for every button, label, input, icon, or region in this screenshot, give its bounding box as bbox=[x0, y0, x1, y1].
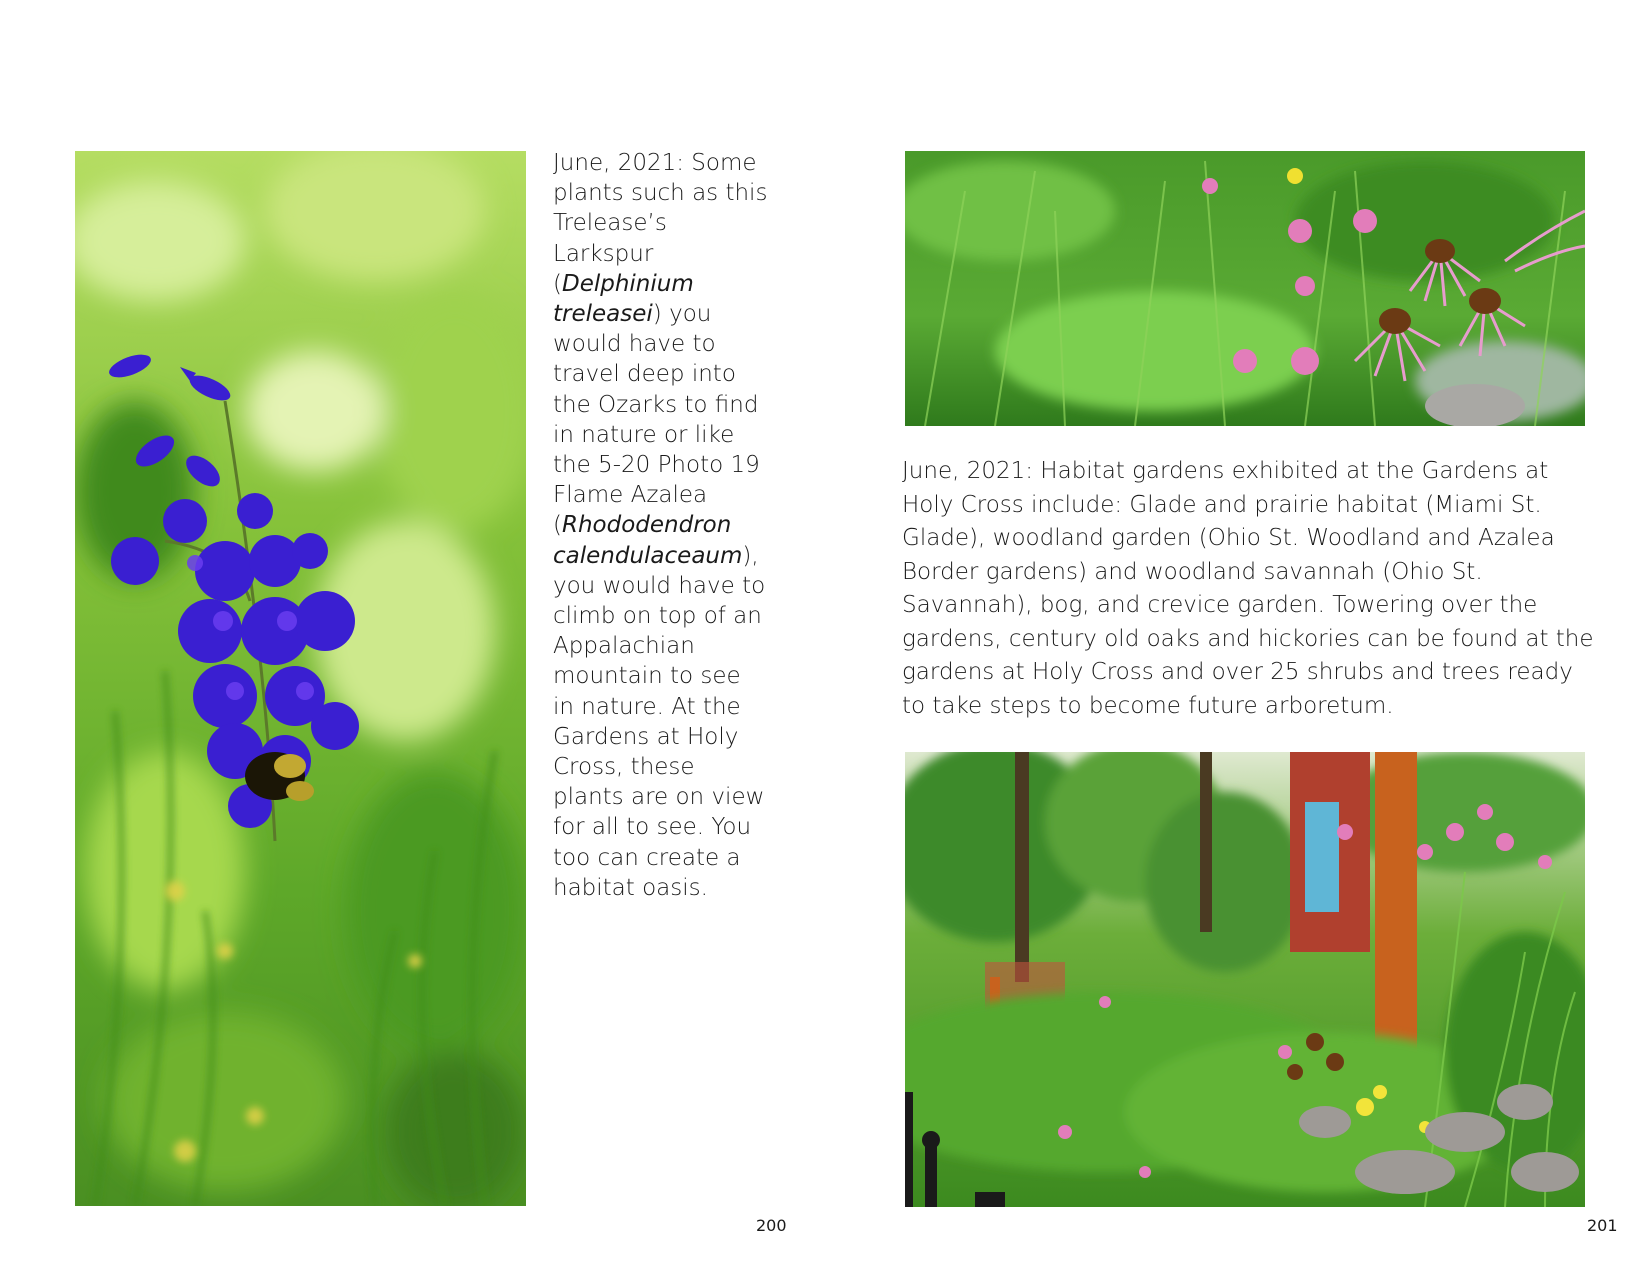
caption-text: ), you would have to climb on top of an Appalachian mountain to see in nature. At the Gardens at Holy Cross, these plants are on view for all to see. You too can create a habitat oasis. bbox=[553, 542, 766, 901]
caption-text: June, 2021: Some plants such as this Trelease’s Larkspur ( bbox=[553, 150, 768, 297]
habitat-caption: June, 2021: Habitat gardens exhibited at the Gardens at Holy Cross include: Glade and prairie habitat (Miami St. Glade), woodland garden (Ohio St. Woodland and Azalea Border gardens) and woodland savannah (Ohio St. Savannah), bog, and crevice garden. Towering over the gardens, century old oaks and hickories can be found at the gardens at Holy Cross and over 25 shrubs and trees ready to take steps to become future arboretum. bbox=[902, 458, 1594, 719]
caption-text: ) you would have to travel deep into the Ozarks to find in nature or like the 5-20 Photo 19 Flame Azalea ( bbox=[553, 301, 760, 539]
right-page bbox=[825, 0, 1650, 1275]
scientific-name: Rhododendron calendulaceaum bbox=[553, 512, 743, 569]
coneflower-photo bbox=[905, 151, 1585, 426]
larkspur-caption bbox=[553, 148, 768, 903]
larkspur-photo bbox=[75, 151, 526, 1206]
scientific-name: Delphinium treleasei bbox=[553, 270, 694, 328]
page-number: 201 bbox=[1587, 1216, 1618, 1235]
page-number: 200 bbox=[756, 1216, 787, 1235]
garden-photo bbox=[905, 752, 1585, 1207]
